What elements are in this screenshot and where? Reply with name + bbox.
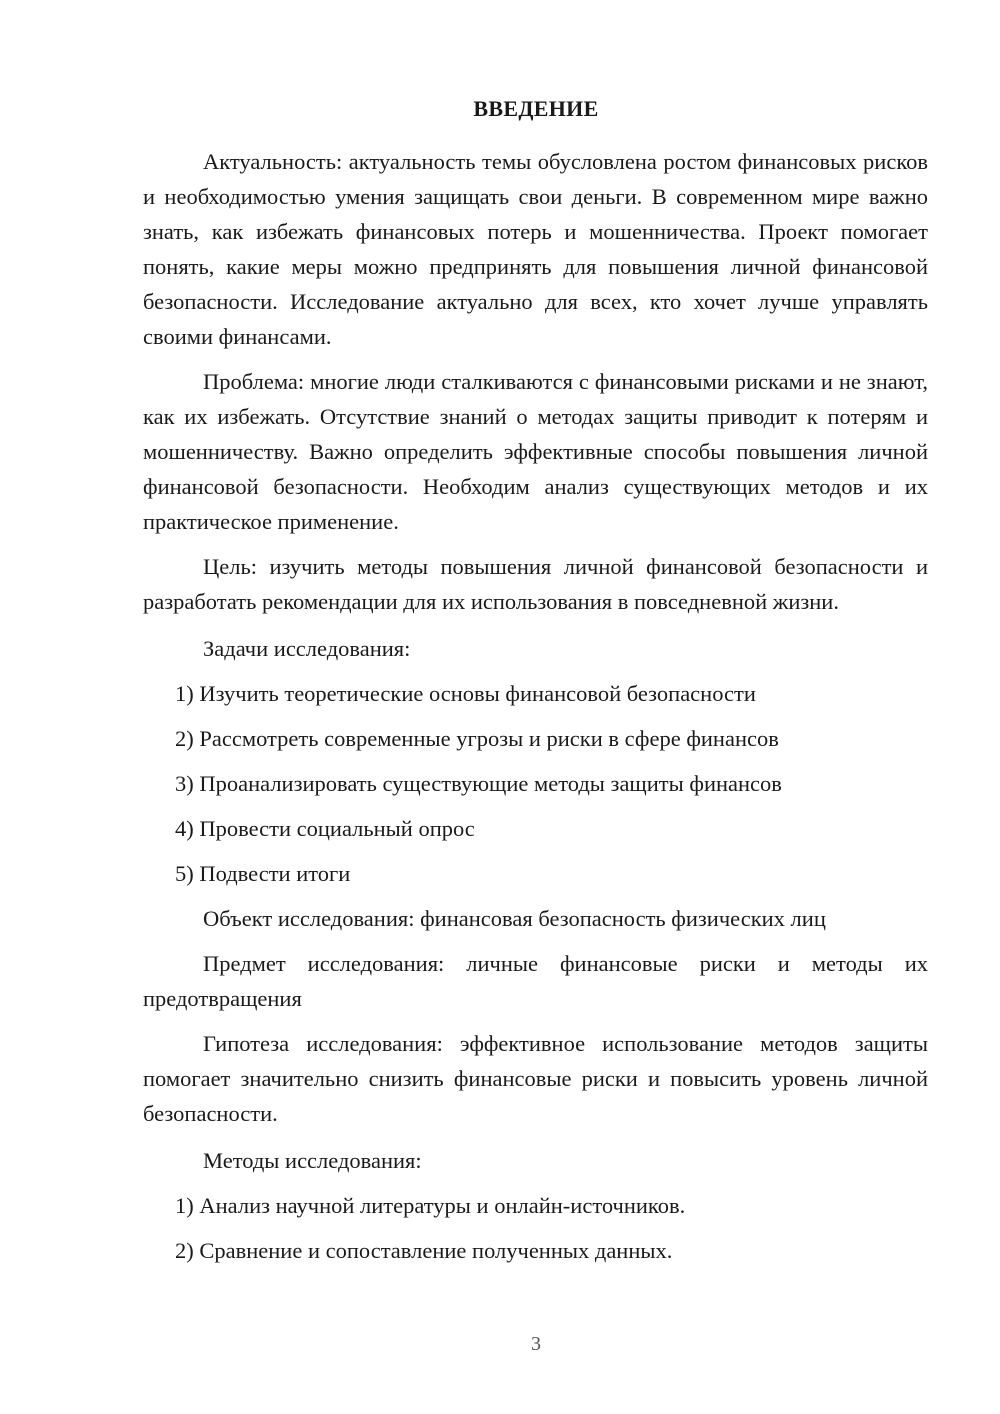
hypothesis-paragraph: Гипотеза исследования: эффективное использование методов защиты помогает значительно снизить финансовые риски и повысить уровень личной безопасности.: [143, 1031, 928, 1126]
object-paragraph: Объект исследования: финансовая безопасность физических лиц: [203, 906, 826, 931]
method-item: 1) Анализ научной литературы и онлайн-источников.: [175, 1193, 686, 1218]
subject-paragraph: Предмет исследования: личные финансовые риски и методы их предотвращения: [143, 951, 928, 1011]
task-item: 3) Проанализировать существующие методы защиты финансов: [175, 771, 782, 796]
task-item: 4) Провести социальный опрос: [175, 816, 475, 841]
page-number: 3: [531, 1333, 541, 1355]
method-item: 2) Сравнение и сопоставление полученных данных.: [175, 1238, 673, 1263]
relevance-paragraph: Актуальность: актуальность темы обусловлена ростом финансовых рисков и необходимостью умения защищать свои деньги. В современном мире важно знать, как избежать финансовых потерь и мошенничества. Проект помогает понять, какие меры можно предпринять для повышения личной финансовой безопасности. Исследование актуально для всех, кто хочет лучше управлять своими финансами.: [143, 149, 928, 349]
task-item: 5) Подвести итоги: [175, 861, 351, 886]
tasks-heading: Задачи исследования:: [203, 636, 411, 661]
methods-heading: Методы исследования:: [203, 1148, 422, 1173]
task-item: 2) Рассмотреть современные угрозы и риски в сфере финансов: [175, 726, 779, 751]
task-item: 1) Изучить теоретические основы финансовой безопасности: [175, 681, 756, 706]
document-body: [143, 144, 928, 1278]
page-title: ВВЕДЕНИЕ: [473, 96, 599, 121]
goal-paragraph: Цель: изучить методы повышения личной финансовой безопасности и разработать рекомендации для их использования в повседневной жизни.: [143, 554, 928, 614]
problem-paragraph: Проблема: многие люди сталкиваются с финансовыми рисками и не знают, как их избежать. Отсутствие знаний о методах защиты приводит к потерям и мошенничеству. Важно определить эффективные способы повышения личной финансовой безопасности. Необходим анализ существующих методов и их практическое применение.: [143, 369, 928, 534]
